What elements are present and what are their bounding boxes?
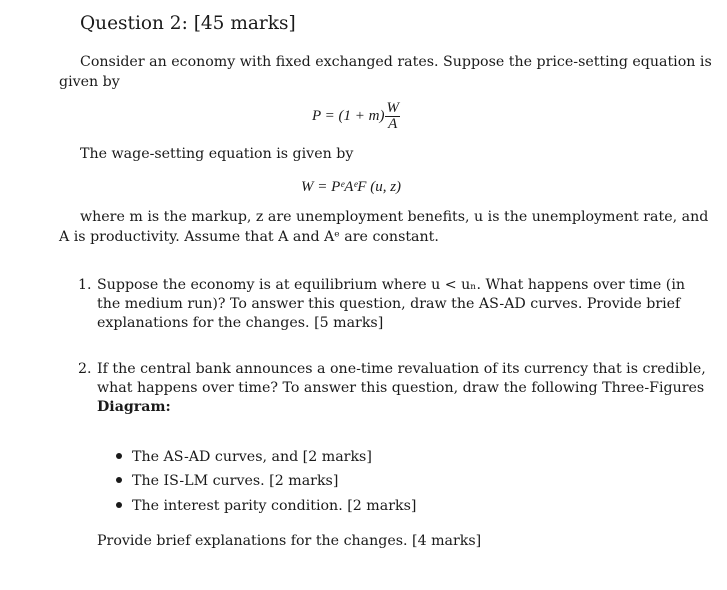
closing-instruction: Provide brief explanations for the changes. [4 marks] — [97, 533, 482, 549]
price-eq-lhs: P = (1 + m) — [312, 108, 385, 124]
bullet-item — [116, 496, 416, 516]
wage-intro: The wage-setting equation is given by — [80, 146, 354, 162]
question-title: Question 2: [45 marks] — [80, 13, 296, 34]
item-1-line-1: Suppose the economy is at equilibrium where u < uₙ. What happens over time (in — [97, 277, 685, 293]
intro-line-2: given by — [59, 74, 120, 90]
bullet-text: The interest parity condition. [2 marks] — [132, 498, 417, 514]
price-eq-denominator: A — [388, 116, 398, 132]
item-2-line-3: Diagram: — [97, 399, 171, 415]
item-2-line-2: what happens over time? To answer this question, draw the following Three-Figures — [97, 380, 705, 396]
item-1-line-2: the medium run)? To answer this question, draw the AS-AD curves. Provide brief — [97, 296, 681, 312]
bullet-icon — [116, 477, 122, 483]
item-2-line-1: If the central bank announces a one-time revaluation of its currency that is credible, — [97, 361, 706, 377]
item-1-line-3: explanations for the changes. [5 marks] — [97, 315, 384, 331]
intro-line-1: Consider an economy with fixed exchanged rates. Suppose the price-setting equation is — [80, 54, 712, 70]
bullet-icon — [116, 453, 122, 459]
wage-setting-equation: W = PᵉAᵉF (u, z) — [301, 179, 402, 195]
item-2-number: 2. — [78, 361, 92, 377]
price-setting-equation — [312, 101, 400, 132]
price-eq-fraction — [385, 101, 400, 132]
definitions-line-1: where m is the markup, z are unemployment benefits, u is the unemployment rate, and — [80, 209, 709, 225]
bullet-text: The AS-AD curves, and [2 marks] — [132, 449, 372, 465]
definitions-line-2: A is productivity. Assume that A and Aᵉ are constant. — [59, 229, 439, 245]
item-1-number: 1. — [78, 277, 92, 293]
price-eq-numerator: W — [386, 100, 399, 116]
bullet-icon — [116, 502, 122, 508]
bullet-item — [116, 471, 338, 491]
bullet-text: The IS-LM curves. [2 marks] — [132, 473, 339, 489]
bullet-item — [116, 447, 372, 467]
